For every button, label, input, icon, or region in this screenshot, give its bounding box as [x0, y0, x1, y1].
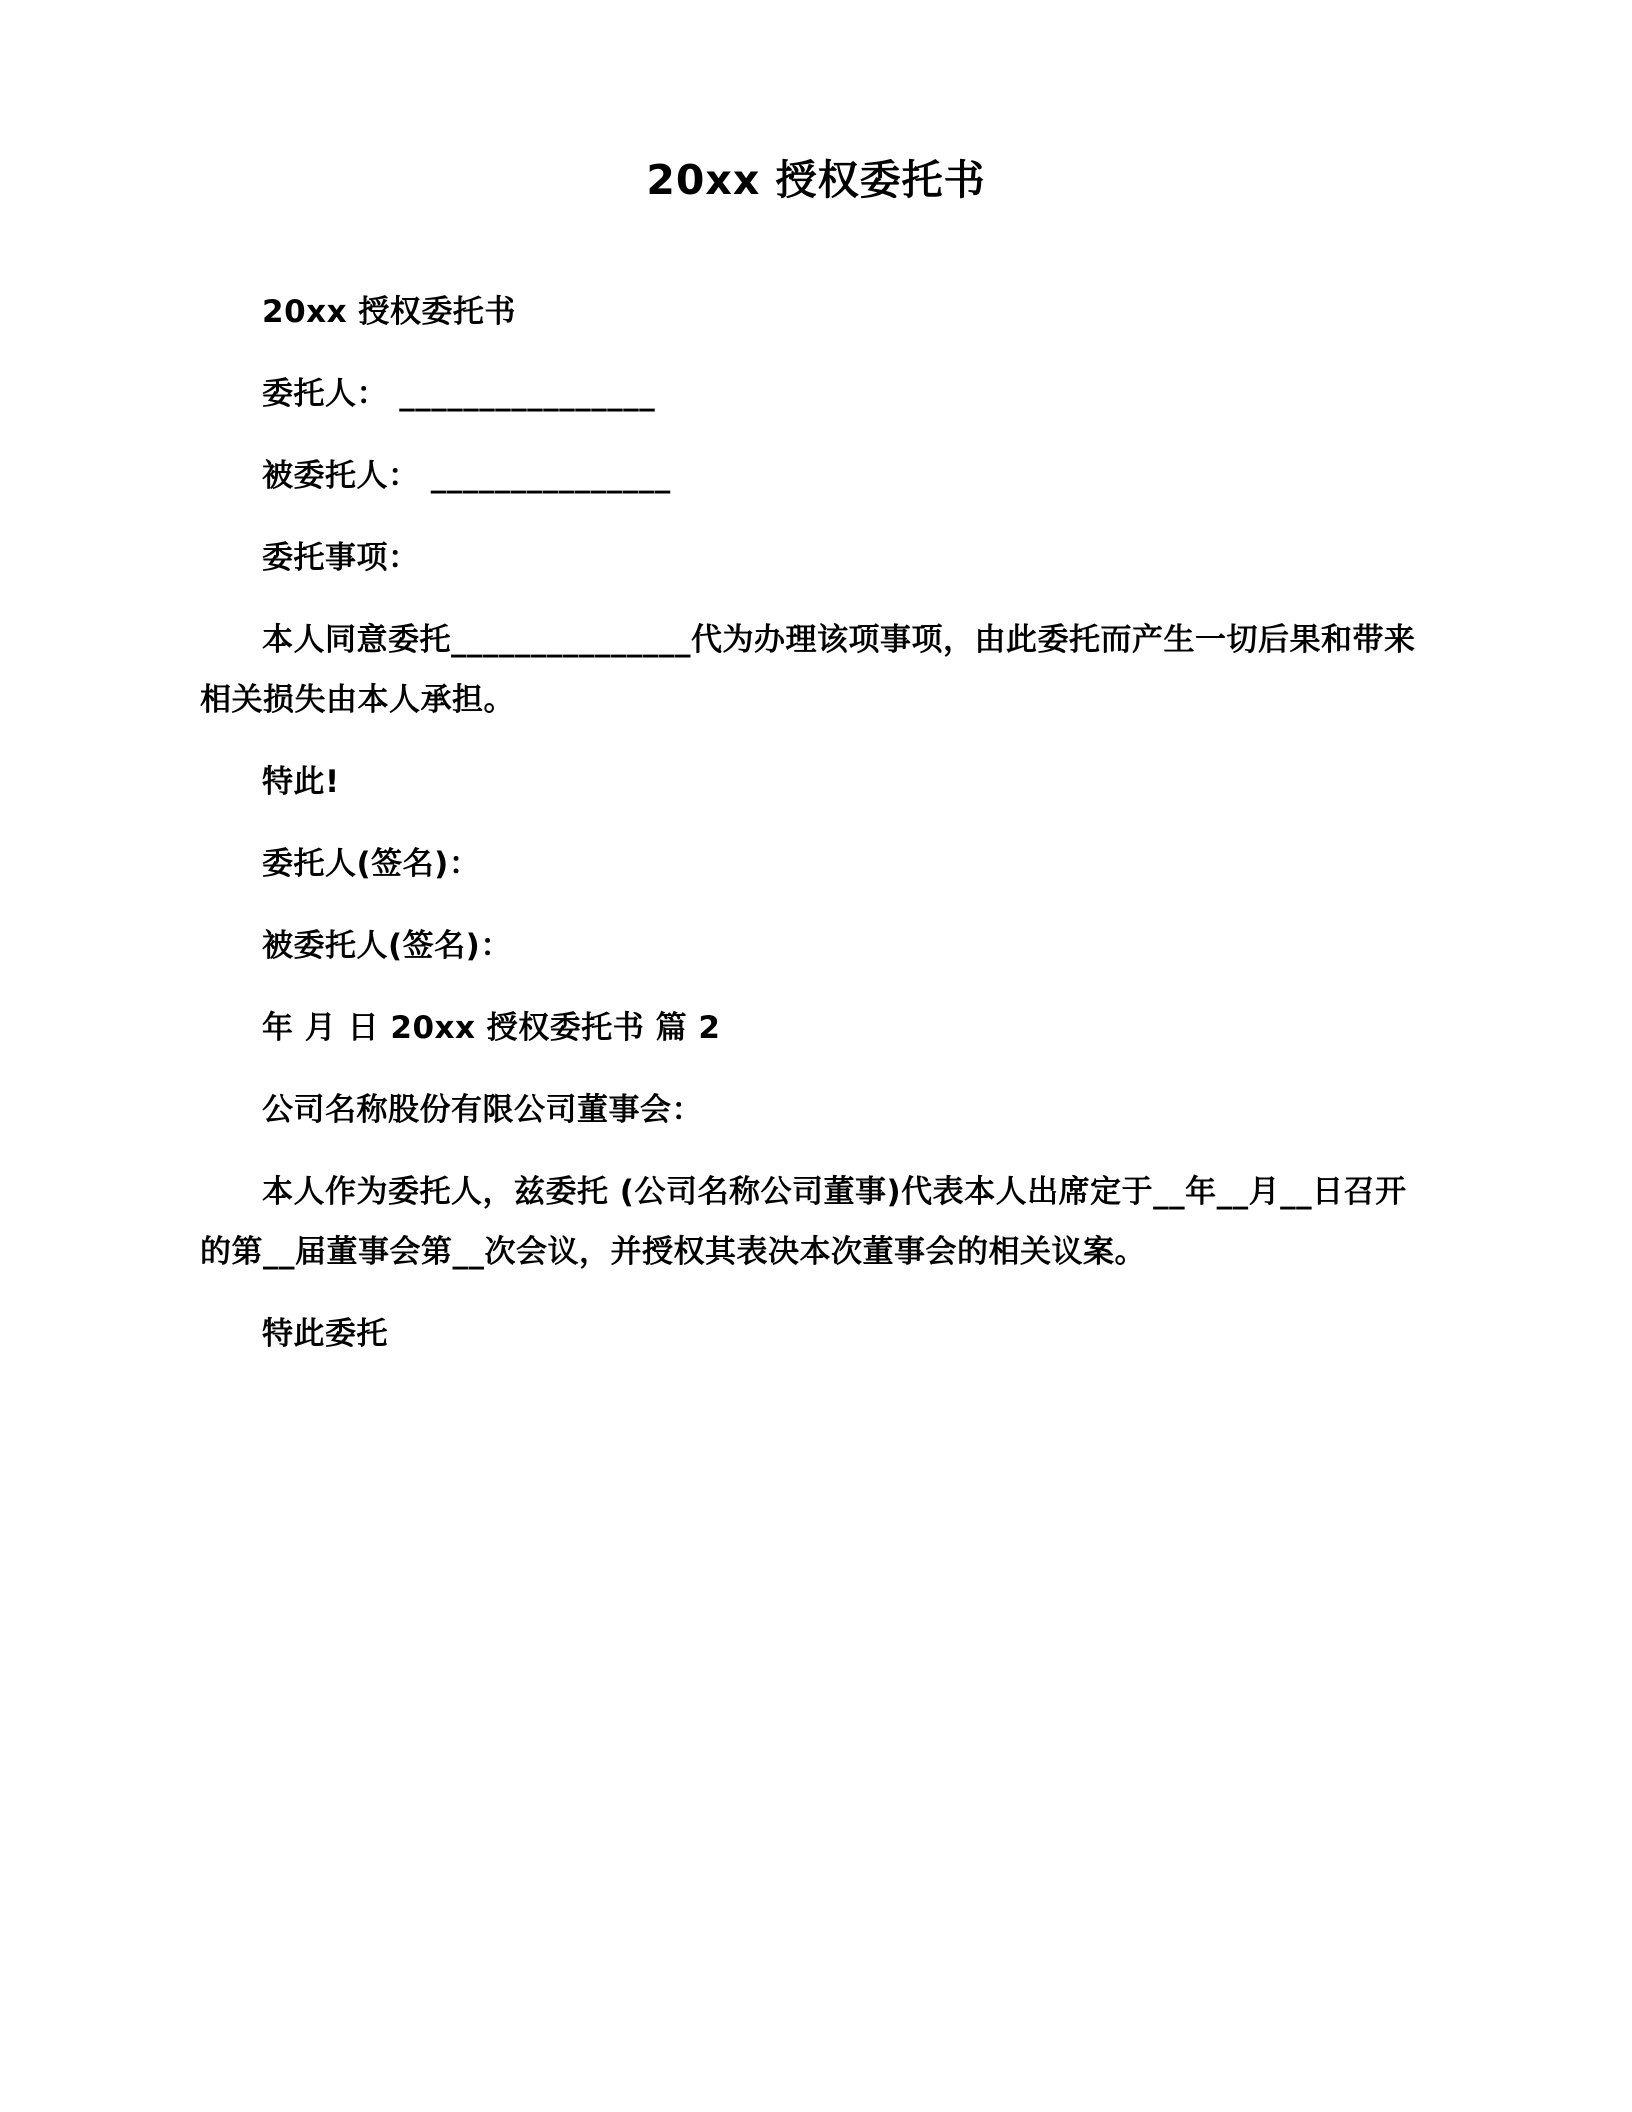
paragraph-agent-signature: 被委托人(签名)：: [262, 928, 512, 964]
paragraph-hereby: 特此!: [262, 764, 340, 800]
paragraph-date-and-part2-heading: 年 月 日 20xx 授权委托书 篇 2: [262, 1010, 721, 1046]
paragraph-hereby-entrust: 特此委托: [262, 1316, 388, 1352]
paragraph-principal-line: 委托人： ________________: [262, 376, 656, 412]
paragraph-subtitle: 20xx 授权委托书: [262, 294, 516, 330]
paragraph-principal-signature: 委托人(签名)：: [262, 846, 481, 882]
document-body: [200, 282, 1432, 1364]
paragraph-board-authorization: 本人作为委托人，兹委托 (公司名称公司董事)代表本人出席定于__年__月__日召开的第__届董事会第__次会议，并授权其表决本次董事会的相关议案。: [200, 1174, 1407, 1270]
paragraph-matters-label: 委托事项：: [262, 540, 420, 576]
document-title: 20xx 授权委托书: [646, 156, 986, 204]
paragraph-agent-line: 被委托人： _______________: [262, 458, 671, 494]
paragraph-authorization-statement: 本人同意委托_______________代为办理该项事项，由此委托而产生一切后果和带来相关损失由本人承担。: [200, 622, 1416, 718]
paragraph-board-salutation: 公司名称股份有限公司董事会：: [262, 1092, 703, 1128]
